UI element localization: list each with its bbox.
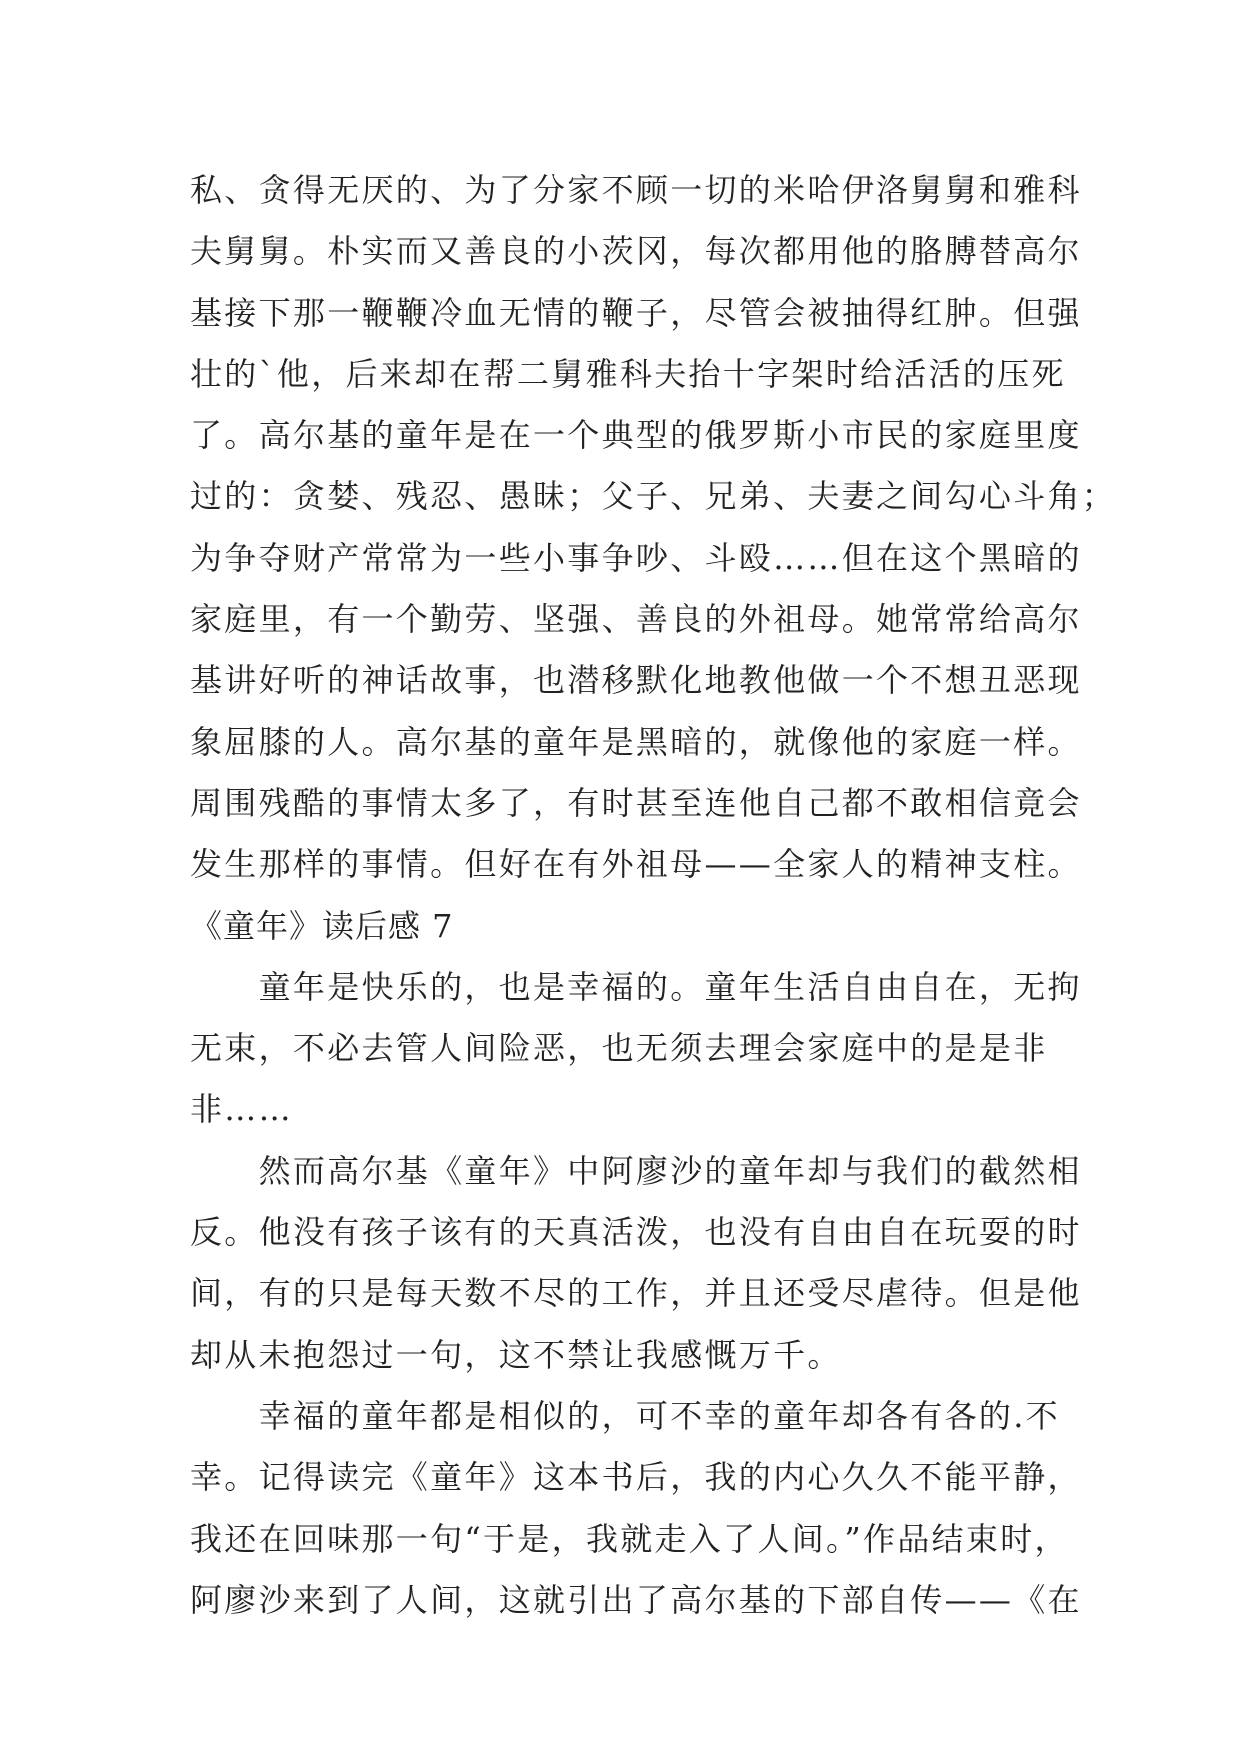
text-line: 周围残酷的事情太多了，有时甚至连他自己都不敢相信竟会 — [190, 783, 1082, 822]
text-line: 间，有的只是每天数不尽的工作，并且还受尽虐待。但是他 — [190, 1274, 1082, 1313]
text-line: 过的：贪婪、残忍、愚昧；父子、兄弟、夫妻之间勾心斗角； — [190, 477, 1117, 516]
text-line: 反。他没有孩子该有的天真活泼，也没有自由自在玩耍的时 — [190, 1213, 1082, 1252]
text-line: 壮的`他，后来却在帮二舅雅科夫抬十字架时给活活的压死 — [190, 354, 1066, 393]
text-line: 发生那样的事情。但好在有外祖母——全家人的精神支柱。 — [190, 845, 1082, 884]
text-line: 却从未抱怨过一句，这不禁让我感慨万千。 — [190, 1335, 842, 1374]
text-line: 象屈膝的人。高尔基的童年是黑暗的，就像他的家庭一样。 — [190, 722, 1082, 761]
text-line: 夫舅舅。朴实而又善良的小茨冈，每次都用他的胳膊替高尔 — [190, 232, 1082, 271]
text-line: 非…… — [190, 1090, 293, 1129]
text-line: 幸。记得读完《童年》这本书后，我的内心久久不能平静， — [190, 1458, 1082, 1497]
text-line: 私、贪得无厌的、为了分家不顾一切的米哈伊洛舅舅和雅科 — [190, 171, 1082, 209]
text-line: 童年是快乐的，也是幸福的。童年生活自由自在，无拘 — [190, 967, 1082, 1006]
text-line: 基接下那一鞭鞭冷血无情的鞭子，尽管会被抽得红肿。但强 — [190, 293, 1082, 332]
text-line: 无束，不必去管人间险恶，也无须去理会家庭中的是是非 — [190, 1029, 1048, 1068]
text-line: 阿廖沙来到了人间，这就引出了高尔基的下部自传——《在 — [190, 1580, 1082, 1619]
text-line: 幸福的童年都是相似的，可不幸的童年却各有各的.不 — [190, 1396, 1060, 1435]
text-line: 我还在回味那一句“于是，我就走入了人间。”作品结束时， — [190, 1519, 1069, 1558]
text-line: 为争夺财产常常为一些小事争吵、斗殴……但在这个黑暗的 — [190, 538, 1082, 577]
text-line: 基讲好听的神话故事，也潜移默化地教他做一个不想丑恶现 — [190, 661, 1082, 700]
section-heading: 《童年》读后感 7 — [190, 906, 454, 945]
text-line: 了。高尔基的童年是在一个典型的俄罗斯小市民的家庭里度 — [190, 416, 1082, 455]
text-line: 然而高尔基《童年》中阿廖沙的童年却与我们的截然相 — [190, 1151, 1082, 1190]
document-body — [190, 160, 1117, 1631]
text-line: 家庭里，有一个勤劳、坚强、善良的外祖母。她常常给高尔 — [190, 600, 1082, 639]
